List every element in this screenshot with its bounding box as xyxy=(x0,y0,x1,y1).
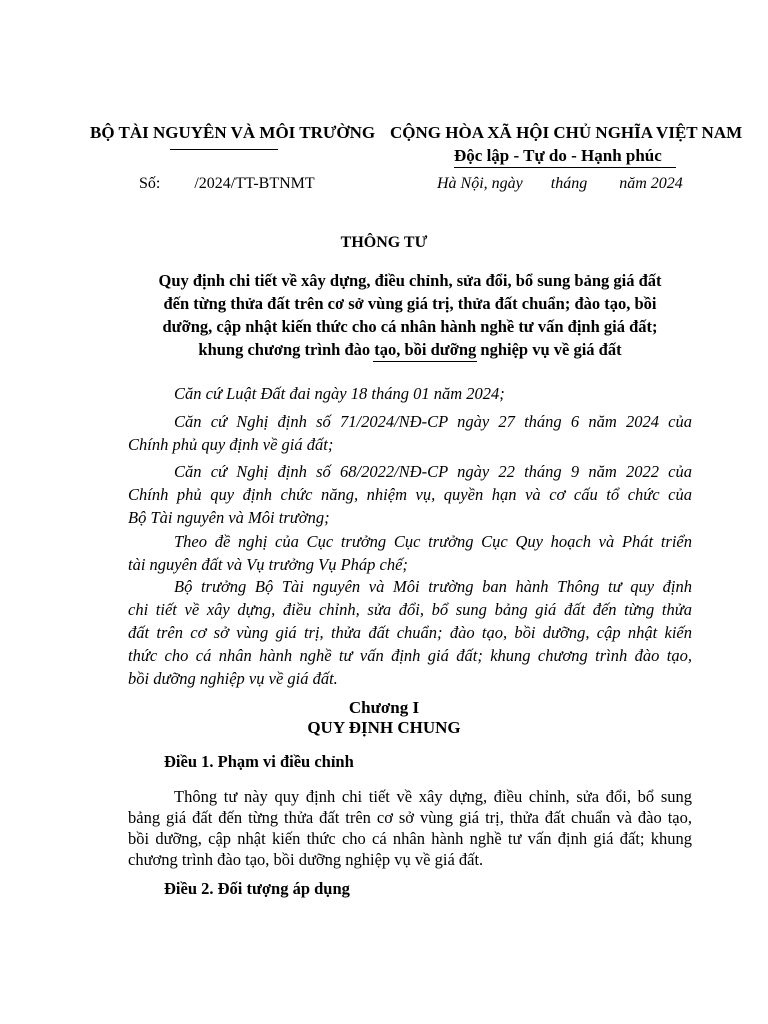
motto-underline xyxy=(454,167,676,168)
agency-underline xyxy=(170,149,278,150)
preamble-line: Bộ Tài nguyên và Môi trường; xyxy=(128,508,330,527)
preamble-line: Chính phủ quy định chức năng, nhiệm vụ, quyền hạn và cơ cấu tổ chức của xyxy=(128,485,692,504)
preamble-line: chi tiết về xây dựng, điều chỉnh, sửa đổi, bổ sung bảng giá đất đến từng thửa xyxy=(128,600,692,619)
preamble-line: đất trên cơ sở vùng giá trị, thửa đất chuẩn; đào tạo, bồi dưỡng, cập nhật kiến xyxy=(128,623,692,642)
preamble-paragraph xyxy=(128,382,692,405)
title-line: đến từng thửa đất trên cơ sở vùng giá trị, thửa đất chuẩn; đào tạo, bồi xyxy=(163,294,657,313)
article-line: bảng giá đất đến từng thửa đất trên cơ sở vùng giá trị, thửa đất chuẩn và đào tạo, xyxy=(128,808,692,827)
preamble-line: tài nguyên đất và Vụ trưởng Vụ Pháp chế; xyxy=(128,555,408,574)
national-title: CỘNG HÒA XÃ HỘI CHỦ NGHĨA VIỆT NAM xyxy=(390,123,743,142)
preamble-line: bồi dưỡng nghiệp vụ về giá đất. xyxy=(128,669,338,688)
title-line: khung chương trình đào tạo, bồi dưỡng nghiệp vụ về giá đất xyxy=(198,340,622,359)
article-heading: Điều 1. Phạm vi điều chỉnh xyxy=(164,752,354,771)
title-line: dưỡng, cập nhật kiến thức cho cá nhân hành nghề tư vấn định giá đất; xyxy=(162,317,658,336)
national-motto: Độc lập - Tự do - Hạnh phúc xyxy=(454,146,662,165)
article-heading: Điều 2. Đối tượng áp dụng xyxy=(164,879,350,898)
preamble-paragraph xyxy=(128,575,692,690)
place-date-part: Hà Nội, ngày xyxy=(437,175,523,192)
issuing-agency: BỘ TÀI NGUYÊN VÀ MÔI TRƯỜNG xyxy=(90,123,376,142)
preamble-line: Căn cứ Nghị định số 68/2022/NĐ-CP ngày 22 tháng 9 năm 2022 của xyxy=(174,462,692,481)
preamble-paragraph xyxy=(128,410,692,456)
article-line: Thông tư này quy định chi tiết về xây dựng, điều chỉnh, sửa đổi, bổ sung xyxy=(174,787,692,806)
document-number-label: Số: xyxy=(139,175,161,192)
document-type: THÔNG TƯ xyxy=(340,234,428,251)
article-body xyxy=(128,786,692,870)
preamble-line: Bộ trưởng Bộ Tài nguyên và Môi trường ban hành Thông tư quy định xyxy=(174,577,692,596)
chapter-title: QUY ĐỊNH CHUNG xyxy=(307,718,461,737)
title-line: Quy định chi tiết về xây dựng, điều chỉnh, sửa đổi, bổ sung bảng giá đất xyxy=(158,271,662,290)
document-number xyxy=(139,175,315,193)
document-title xyxy=(128,269,692,361)
chapter-label: Chương I xyxy=(348,698,420,717)
preamble-paragraph xyxy=(128,460,692,529)
preamble-line: Chính phủ quy định về giá đất; xyxy=(128,435,334,454)
article-line: chương trình đào tạo, bồi dưỡng nghiệp vụ về giá đất. xyxy=(128,850,484,869)
preamble-paragraph xyxy=(128,530,692,576)
preamble-line: thức cho cá nhân hành nghề tư vấn định giá đất; khung chương trình đào tạo, xyxy=(128,646,692,665)
title-underline xyxy=(373,361,477,362)
preamble-line: Theo đề nghị của Cục trưởng Cục trưởng Cục Quy hoạch và Phát triển xyxy=(174,532,692,551)
article-line: bồi dưỡng, cập nhật kiến thức cho cá nhân hành nghề tư vấn định giá đất; khung xyxy=(128,829,692,848)
document-number-value: /2024/TT-BTNMT xyxy=(194,175,315,192)
preamble-line: Căn cứ Luật Đất đai ngày 18 tháng 01 năm 2024; xyxy=(174,384,505,403)
place-and-date xyxy=(437,175,683,193)
place-date-part: tháng xyxy=(550,175,588,192)
place-date-part: năm 2024 xyxy=(619,175,683,192)
preamble-line: Căn cứ Nghị định số 71/2024/NĐ-CP ngày 27 tháng 6 năm 2024 của xyxy=(174,412,692,431)
